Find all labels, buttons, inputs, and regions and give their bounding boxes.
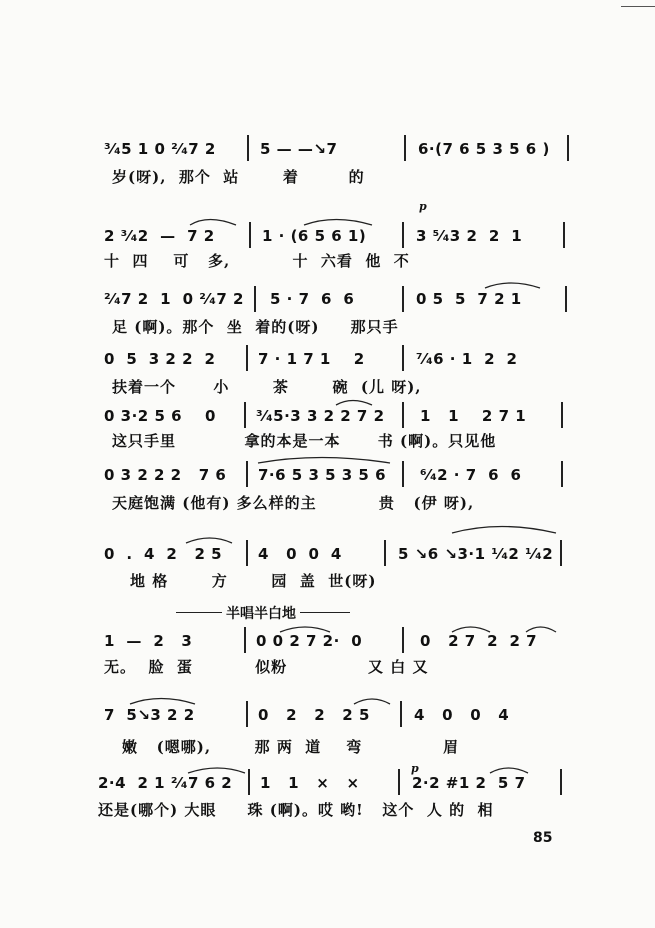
annotation-text: 半唱半白地 <box>222 603 300 623</box>
notes-measure: 7 · 1 7 1 2 <box>258 350 365 368</box>
notes-measure: 0 5 3 2 2 2 <box>104 350 216 368</box>
notes-measure: 0 2 7 2 2 7 <box>420 632 538 650</box>
notes-measure: ⁷⁄₄6 · 1 2 2 <box>416 350 518 368</box>
lyrics-line: 还是(哪个) 大眼 珠 (啊)。哎 哟! 这个 人 的 相 <box>98 801 494 819</box>
notes-measure: 1 · (6 5 6 1) <box>262 227 367 245</box>
notes-measure: 5 · 7 6 6 <box>270 290 355 308</box>
lyrics-line: 天庭饱满 (他有) 多么样的主 贵 (伊 呀), <box>112 494 475 512</box>
lyrics-line: 无。 脸 蛋 似粉 又 白 又 <box>104 658 429 676</box>
notes-measure: 1 — 2 3 <box>104 632 193 650</box>
notes-measure: 3 ⁵⁄₄3 2 2 1 <box>416 227 523 245</box>
notes-measure: 6·(7 6 5 3 5 6 ) <box>418 140 550 158</box>
lyrics-line: 地 格 方 园 盖 世(呀) <box>130 572 377 590</box>
notes-measure: ³⁄₄5 1 0 ²⁄₄7 2 <box>104 140 216 158</box>
notes-measure: 2·2 #1 2 5 7 <box>412 774 526 792</box>
notes-measure: ⁶⁄₄2 · 7 6 6 <box>420 466 522 484</box>
notes-measure: 0 0 2 7 2· 0 <box>256 632 363 650</box>
lyrics-line: 这只手里 拿的本是一本 书 (啊)。只见他 <box>112 432 497 450</box>
notes-measure: 0 5 5 7 2 1 <box>416 290 522 308</box>
notes-measure: 4 0 0 4 <box>258 545 342 563</box>
notes-measure: ²⁄₄7 2 1 0 ²⁄₄7 2 <box>104 290 244 308</box>
notes-measure: ³⁄₄5·3 3 2 2 7 2 <box>256 407 385 425</box>
notes-measure: 7 5↘3 2 2 <box>104 706 195 724</box>
lyrics-line: 十 四 可 多, 十 六看 他 不 <box>104 252 410 270</box>
lyrics-line: 足 (啊)。那个 坐 着的(呀) 那只手 <box>112 318 399 336</box>
lyrics-line: 扶着一个 小 茶 碗 (儿 呀), <box>112 378 422 396</box>
notes-measure: 1 1 2 7 1 <box>420 407 527 425</box>
page-number: 85 <box>533 830 553 846</box>
notes-measure: 7·6 5 3 5 3 5 6 <box>258 466 387 484</box>
notes-measure: 2 ³⁄₄2 — 7 2 <box>104 227 215 245</box>
notes-measure: 1 1 × × <box>260 774 360 792</box>
notes-measure: 2·4 2 1 ²⁄₄7 6 2 <box>98 774 233 792</box>
notes-measure: 0 3·2 5 6 0 <box>104 407 216 425</box>
notes-measure: 0 2 2 2 5 <box>258 706 370 724</box>
notes-measure: 0 3 2 2 2 7 6 <box>104 466 227 484</box>
lyrics-line: 嫩 (嗯哪), 那 两 道 弯 眉 <box>122 738 460 756</box>
notes-measure: 5 — —↘7 <box>260 140 338 158</box>
notes-measure: 4 0 0 4 <box>414 706 510 724</box>
lyrics-line: 岁(呀), 那个 站 着 的 <box>112 168 365 186</box>
dynamic-mark: p <box>411 762 419 775</box>
notes-measure: 5 ↘6 ↘3·1 ¹⁄₄2 ¹⁄₄2 <box>398 545 554 563</box>
notes-measure: 0 . 4 2 2 5 <box>104 545 223 563</box>
dynamic-mark: p <box>419 200 427 213</box>
